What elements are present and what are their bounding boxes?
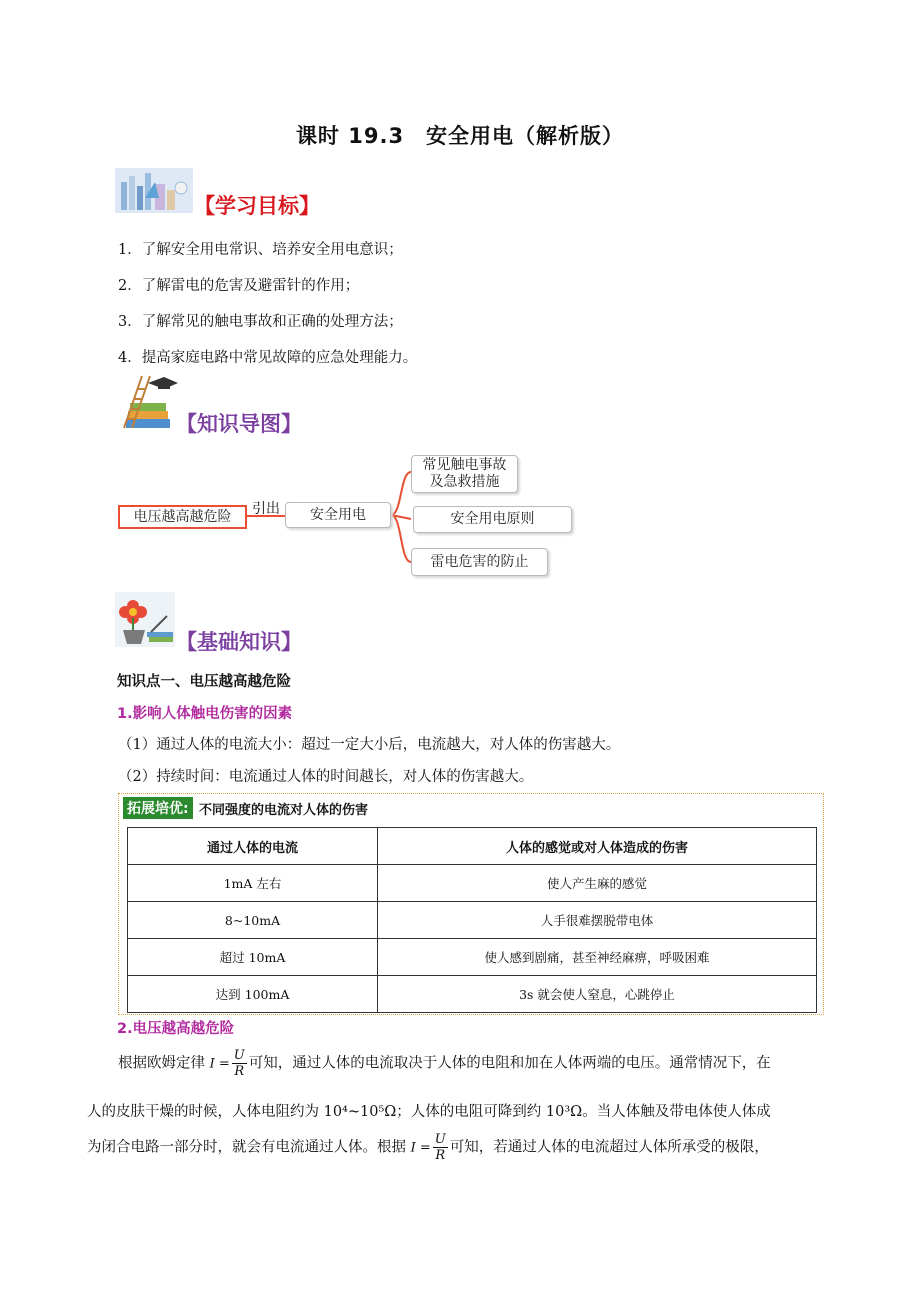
mindmap-branch-principles: 安全用电原则 xyxy=(413,506,572,533)
knowledge-point-title: 知识点一、电压越高越危险 xyxy=(117,674,291,690)
subsection-title: 2.电压越高越危险 xyxy=(117,1021,235,1037)
mindmap-branch-lightning: 雷电危害的防止 xyxy=(411,548,548,576)
table-cell: 1mA 左右 xyxy=(128,865,378,902)
mindmap-link-label: 引出 xyxy=(252,501,280,517)
formula-lhs: I = xyxy=(209,1056,230,1072)
extension-tag: 拓展培优: xyxy=(123,797,193,819)
paragraph-ohm-line1 xyxy=(118,1048,838,1079)
objective-item: 1．了解安全用电常识、培养安全用电意识； xyxy=(118,242,403,258)
paragraph-ohm-line2: 人的皮肤干燥的时候，人体电阻约为 10⁴~10⁵Ω；人体的电阻可降到约 10³Ω。当人体触及带电体使人体成 xyxy=(87,1104,771,1120)
table-header-row xyxy=(128,828,817,865)
current-harm-table xyxy=(127,827,817,1013)
mindmap-center: 安全用电 xyxy=(285,502,391,528)
table-cell: 超过 10mA xyxy=(128,939,378,976)
table-cell: 3s 就会使人窒息，心跳停止 xyxy=(378,976,817,1013)
mindmap-heading: 【知识导图】 xyxy=(176,412,302,436)
table-row xyxy=(128,865,817,902)
table-cell: 达到 100mA xyxy=(128,976,378,1013)
formula-numerator: U xyxy=(434,1132,446,1147)
formula-denominator: R xyxy=(435,1148,446,1163)
table-row xyxy=(128,939,817,976)
objective-item: 4．提高家庭电路中常见故障的应急处理能力。 xyxy=(118,350,418,366)
formula-numerator: U xyxy=(233,1048,245,1063)
table-header-cell: 人体的感觉或对人体造成的伤害 xyxy=(378,828,817,865)
mindmap-branch-line: 常见触电事故 xyxy=(422,457,507,473)
table-row xyxy=(128,976,817,1013)
paragraph: （1）通过人体的电流大小：超过一定大小后，电流越大，对人体的伤害越大。 xyxy=(118,737,621,753)
mindmap-root: 电压越高越危险 xyxy=(118,505,247,529)
formula-denominator: R xyxy=(234,1064,245,1079)
table-cell: 8~10mA xyxy=(128,902,378,939)
table-cell: 使人感到剧痛，甚至神经麻痹，呼吸困难 xyxy=(378,939,817,976)
objectives-heading: 【学习目标】 xyxy=(194,194,320,218)
mindmap-branch-line: 及急救措施 xyxy=(429,474,500,490)
subsection-title: 1.影响人体触电伤害的因素 xyxy=(117,706,293,722)
formula-fraction xyxy=(433,1132,448,1163)
paragraph-ohm-line3 xyxy=(87,1132,847,1163)
text-span: 根据欧姆定律 xyxy=(118,1055,205,1072)
basics-heading: 【基础知识】 xyxy=(176,630,302,654)
mindmap-branch-accidents xyxy=(411,455,518,493)
text-span: 可知，若通过人体的电流超过人体所承受的极限， xyxy=(449,1139,769,1156)
objective-item: 2．了解雷电的危害及避雷针的作用； xyxy=(118,278,360,294)
objective-item: 3．了解常见的触电事故和正确的处理方法； xyxy=(118,314,403,330)
text-span: 为闭合电路一部分时，就会有电流通过人体。根据 xyxy=(87,1139,406,1156)
table-header-cell: 通过人体的电流 xyxy=(128,828,378,865)
table-row xyxy=(128,902,817,939)
extension-caption: 不同强度的电流对人体的伤害 xyxy=(199,803,369,818)
formula-fraction xyxy=(232,1048,247,1079)
table-cell: 人手很难摆脱带电体 xyxy=(378,902,817,939)
formula-lhs: I = xyxy=(410,1140,431,1156)
text-span: 可知，通过人体的电流取决于人体的电阻和加在人体两端的电压。通常情况下，在 xyxy=(248,1055,771,1072)
extension-box xyxy=(118,793,824,1015)
flower-pot-icon xyxy=(115,592,175,647)
table-cell: 使人产生麻的感觉 xyxy=(378,865,817,902)
page-title: 课时 19.3 安全用电（解析版） xyxy=(295,124,625,148)
paragraph: （2）持续时间：电流通过人体的时间越长，对人体的伤害越大。 xyxy=(118,769,534,785)
